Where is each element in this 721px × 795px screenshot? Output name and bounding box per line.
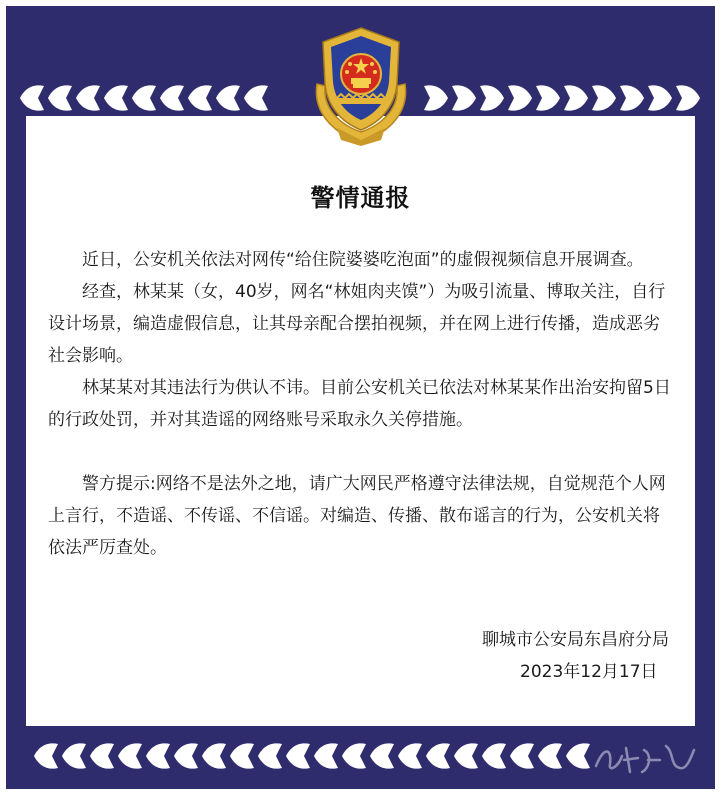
notice-title: 警情通报 (310, 184, 411, 212)
chevron-row-icon (16, 76, 286, 120)
top-left-wing-border (16, 76, 286, 120)
calligraphy-watermark-icon (590, 738, 700, 778)
top-right-wing-border (416, 76, 701, 120)
notice-frame (6, 6, 715, 789)
chevron-row-icon (416, 76, 701, 120)
body-paragraph: 林某某对其违法行为供认不讳。目前公安机关已依法对林某某作出治安拘留5日的行政处罚，并对其造谣的网络账号采取永久关停措施。 (48, 378, 671, 430)
signature-block (426, 624, 686, 688)
issue-date: 2023年12月17日 (520, 662, 658, 682)
police-warning: 警方提示:网络不是法外之地，请广大网民严格遵守法律法规，自觉规范个人网上言行，不造谣、不传谣、不信谣。对编造、传播、散布谣言的行为，公安机关将依法严厉查处。 (48, 474, 666, 558)
chevron-row-icon (30, 734, 590, 778)
police-emblem-icon (307, 24, 415, 148)
issuer-name: 聊城市公安局东昌府分局 (482, 630, 669, 650)
body-paragraph: 经查，林某某（女，40岁，网名“林姐肉夹馍”）为吸引流量、博取关注，自行设计场景，编造虚假信息，让其母亲配合摆拍视频，并在网上进行传播，造成恶劣社会影响。 (48, 282, 666, 366)
bottom-wing-border (30, 734, 590, 778)
body-paragraph: 近日，公安机关依法对网传“给住院婆婆吃泡面”的虚假视频信息开展调查。 (82, 250, 644, 270)
notice-body (48, 244, 676, 564)
